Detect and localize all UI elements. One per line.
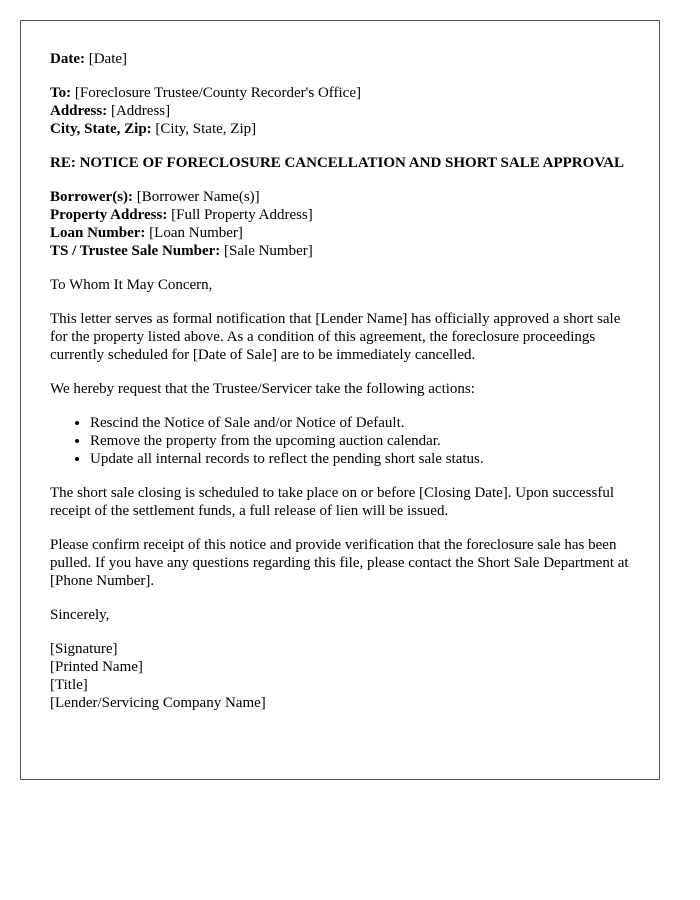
ts-line <box>50 242 630 260</box>
list-item: • Update all internal records to reflect the pending short sale status. <box>90 450 630 468</box>
property-line <box>50 206 630 224</box>
actions-list <box>50 414 630 468</box>
property-label: Property Address: <box>50 207 168 223</box>
company-line: [Lender/Servicing Company Name] <box>50 695 266 711</box>
signature-line: [Signature] <box>50 641 118 657</box>
loan-label: Loan Number: <box>50 225 146 241</box>
list-item: • Remove the property from the upcoming auction calendar. <box>90 432 630 450</box>
city-value: [City, State, Zip] <box>155 121 257 137</box>
subject-line: RE: NOTICE OF FORECLOSURE CANCELLATION AND SHORT SALE APPROVAL <box>50 155 625 171</box>
paragraph-confirm: Please confirm receipt of this notice and provide verification that the foreclosure sale has been pulled. If you have any questions regarding this file, please contact the Short Sale Department at [Phone Number]. <box>50 537 629 589</box>
borrower-value: [Borrower Name(s)] <box>136 189 260 205</box>
to-label: To: <box>50 85 72 101</box>
signature-block <box>50 640 630 712</box>
loan-value: [Loan Number] <box>149 225 243 241</box>
list-item: • Rescind the Notice of Sale and/or Notice of Default. <box>90 414 630 432</box>
ts-value: [Sale Number] <box>224 243 313 259</box>
salutation: To Whom It May Concern, <box>50 277 213 293</box>
city-label: City, State, Zip: <box>50 121 152 137</box>
property-value: [Full Property Address] <box>171 207 313 223</box>
sign-off: Sincerely, <box>50 607 110 623</box>
address-label: Address: <box>50 103 108 119</box>
address-line <box>50 102 630 120</box>
date-label: Date: <box>50 51 85 67</box>
address-value: [Address] <box>110 103 171 119</box>
letter-page <box>20 20 660 780</box>
to-value: [Foreclosure Trustee/County Recorder's Office] <box>74 85 361 101</box>
recipient-block <box>50 84 630 138</box>
paragraph-approval: This letter serves as formal notification that [Lender Name] has officially approved a short sale for the property listed above. As a condition of this agreement, the foreclosure proceedings currently scheduled for [Date of Sale] are to be immediately cancelled. <box>50 311 621 363</box>
paragraph-request: We hereby request that the Trustee/Servicer take the following actions: <box>50 381 475 397</box>
borrower-line <box>50 188 630 206</box>
to-line <box>50 84 630 102</box>
date-line <box>50 50 630 68</box>
title-line: [Title] <box>50 677 88 693</box>
ts-label: TS / Trustee Sale Number: <box>50 243 221 259</box>
city-line <box>50 120 630 138</box>
paragraph-closing-date: The short sale closing is scheduled to take place on or before [Closing Date]. Upon successful receipt of the settlement funds, a full release of lien will be issued. <box>50 485 615 519</box>
date-value: [Date] <box>88 51 128 67</box>
details-block <box>50 188 630 260</box>
borrower-label: Borrower(s): <box>50 189 134 205</box>
loan-line <box>50 224 630 242</box>
printed-name-line: [Printed Name] <box>50 659 143 675</box>
